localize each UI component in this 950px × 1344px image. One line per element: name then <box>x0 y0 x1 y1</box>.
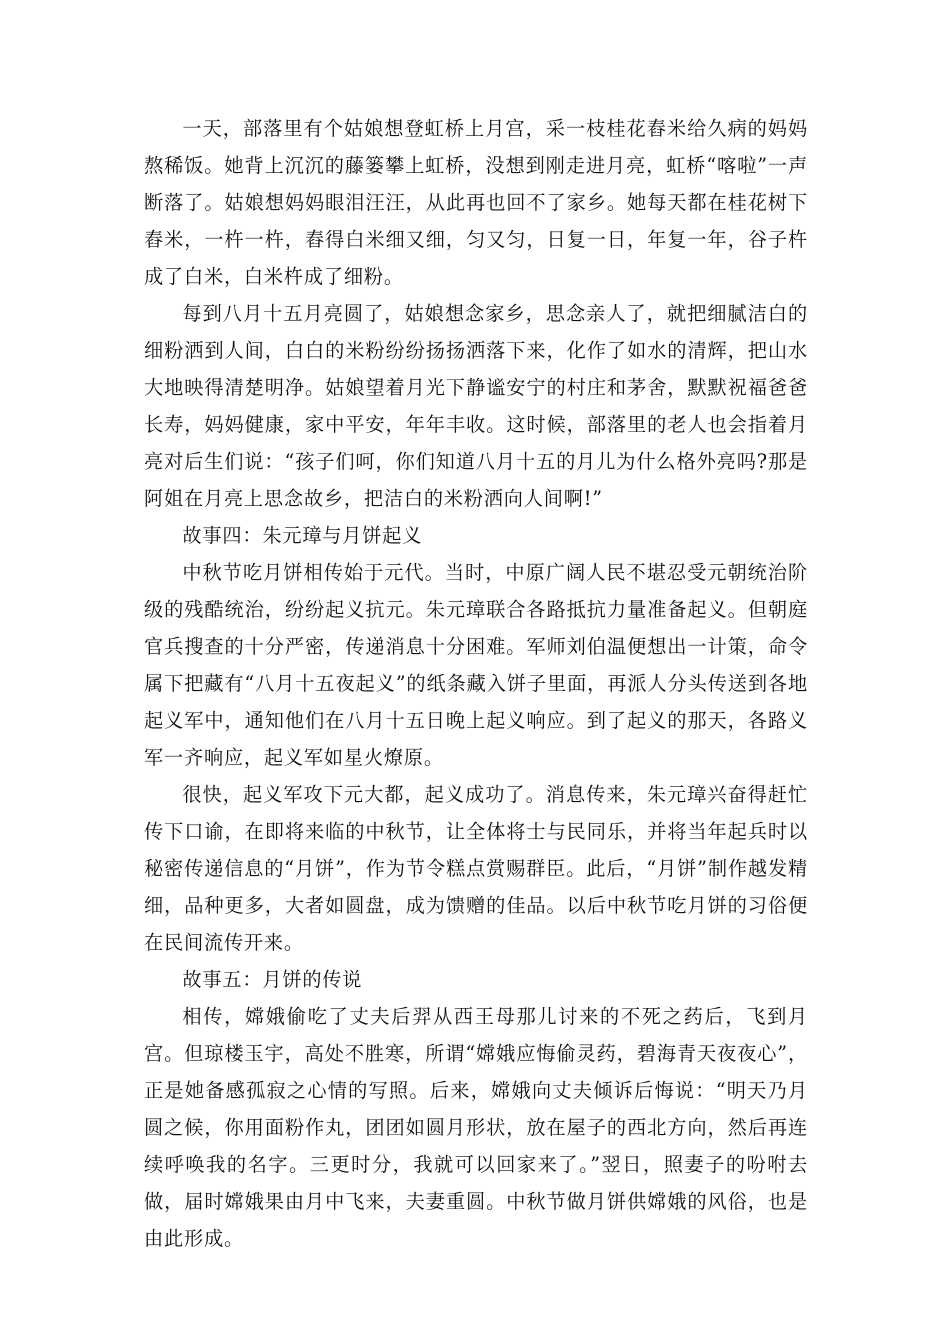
heading-story-five: 故事五：月饼的传说 <box>182 968 363 991</box>
paragraph-rice-powder: 每到八月十五月亮圆了，姑娘想念家乡，思念亲人了，就把细腻洁白的细粉洒到人间，白白的米粉纷纷扬扬洒落下来，化作了如水的清辉，把山水大地映得清楚明净。姑娘望着月光下静谧安宁的村庄和茅舍，默默祝福爸爸长寿，妈妈健康，家中平安，年年丰收。这时候，部落里的老人也会指着月亮对后生们说：“孩子们呵，你们知道八月十五的月儿为什么格外亮吗?那是阿姐在月亮上思念故乡，把洁白的米粉洒向人间啊!” <box>144 302 808 510</box>
heading-story-four: 故事四：朱元璋与月饼起义 <box>182 524 423 547</box>
paragraph-moon-girl: 一天，部落里有个姑娘想登虹桥上月宫，采一枝桂花舂米给久病的妈妈熬稀饭。她背上沉沉的藤篓攀上虹桥，没想到刚走进月亮，虹桥“喀啦”一声断落了。姑娘想妈妈眼泪汪汪，从此再也回不了家乡。她每天都在桂花树下舂米，一杵一杵，舂得白米细又细，匀又匀，日复一日，年复一年，谷子杵成了白米，白米杵成了细粉。 <box>144 117 808 288</box>
paragraph-change-legend: 相传，嫦娥偷吃了丈夫后羿从西王母那儿讨来的不死之药后，飞到月宫。但琼楼玉宇，高处不胜寒，所谓“嫦娥应悔偷灵药，碧海青天夜夜心”，正是她备感孤寂之心情的写照。后来，嫦娥向丈夫倾诉后悔说：“明天乃月圆之候，你用面粉作丸，团团如圆月形状，放在屋子的西北方向，然后再连续呼唤我的名字。三更时分，我就可以回家来了。”翌日，照妻子的吩咐去做，届时嫦娥果由月中飞来，夫妻重圆。中秋节做月饼供嫦娥的风俗，也是由此形成。 <box>144 1005 808 1250</box>
document-body <box>144 110 808 1257</box>
paragraph-uprising-success: 很快，起义军攻下元大都，起义成功了。消息传来，朱元璋兴奋得赶忙传下口谕，在即将来临的中秋节，让全体将士与民同乐，并将当年起兵时以秘密传递信息的“月饼”，作为节令糕点赏赐群臣。此后，“月饼”制作越发精细，品种更多，大者如圆盘，成为馈赠的佳品。以后中秋节吃月饼的习俗便在民间流传开来。 <box>144 783 808 954</box>
paragraph-zhu-yuanzhang-uprising: 中秋节吃月饼相传始于元代。当时，中原广阔人民不堪忍受元朝统治阶级的残酷统治，纷纷起义抗元。朱元璋联合各路抵抗力量准备起义。但朝庭官兵搜查的十分严密，传递消息十分困难。军师刘伯温便想出一计策，命令属下把藏有“八月十五夜起义”的纸条藏入饼子里面，再派人分头传送到各地起义军中，通知他们在八月十五日晚上起义响应。到了起义的那天，各路义军一齐响应，起义军如星火燎原。 <box>144 561 808 769</box>
